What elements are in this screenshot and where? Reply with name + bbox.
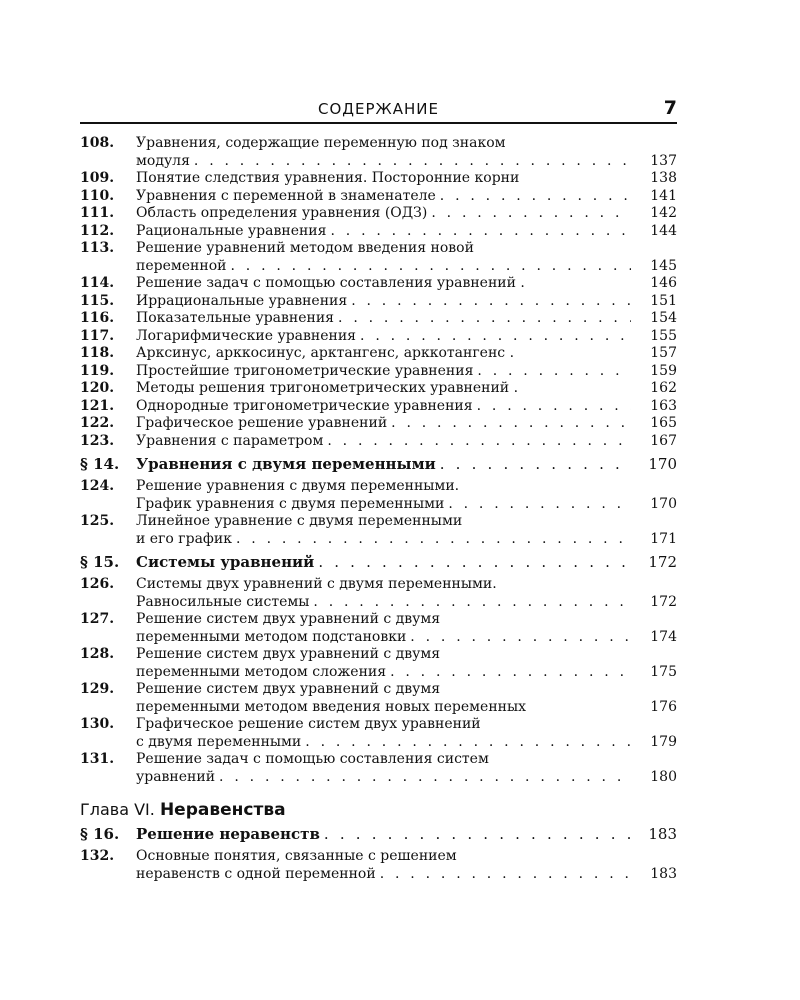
- entry-title-text: Уравнения с переменной в знаменателе: [136, 187, 436, 204]
- dot-leader: [518, 380, 631, 398]
- entry-number: 120.: [80, 380, 115, 396]
- entry-body: [136, 716, 631, 751]
- entry-title-text: Иррациональные уравнения: [136, 292, 348, 309]
- entry-page-number: 183: [650, 865, 677, 882]
- entry-body: [136, 576, 631, 611]
- dot-leader: [514, 345, 631, 363]
- entry-page-number: 179: [650, 733, 677, 750]
- toc-entry[interactable]: [80, 240, 677, 275]
- entry-body: [136, 240, 631, 275]
- entry-title-last-line: [136, 275, 631, 293]
- dot-leader: [387, 415, 631, 433]
- entry-title-line: Системы двух уравнений с двумя переменными.: [136, 576, 497, 592]
- entry-number: 119.: [80, 362, 115, 379]
- entry-body: [136, 681, 631, 716]
- entry-number: 126.: [80, 576, 115, 592]
- entry-page-number: 165: [650, 415, 677, 431]
- entry-body: [136, 848, 631, 883]
- entry-number: 110.: [80, 187, 115, 204]
- entry-page-number: 180: [650, 768, 677, 785]
- entry-title-last-line: [136, 310, 631, 328]
- chapter-label: Глава VI.: [80, 800, 155, 819]
- dot-leader: [323, 433, 631, 451]
- entry-title-last-line: [136, 153, 631, 171]
- entry-title-last-line: [136, 293, 631, 311]
- entry-number: 129.: [80, 681, 115, 697]
- entry-body: [136, 380, 631, 398]
- entry-number: 115.: [80, 292, 115, 309]
- toc-entry[interactable]: [80, 646, 677, 681]
- entry-title-text: модуля: [136, 152, 190, 169]
- entry-number: 127.: [80, 611, 115, 627]
- entry-title-last-line: [136, 363, 631, 381]
- entry-number: 131.: [80, 751, 115, 767]
- entry-page-number: 171: [650, 530, 677, 547]
- toc-entry[interactable]: [80, 293, 677, 311]
- toc-entry[interactable]: [80, 576, 677, 611]
- entry-title-text: Решение задач с помощью составления уравнений .: [136, 275, 525, 291]
- entry-number: 128.: [80, 646, 115, 662]
- entry-title-text: переменными методом сложения: [136, 663, 387, 680]
- entry-page-number: 159: [650, 362, 677, 379]
- entry-title-last-line: [136, 258, 631, 276]
- entry-number: 122.: [80, 415, 115, 431]
- dot-leader: [386, 664, 631, 682]
- toc-entry[interactable]: [80, 398, 677, 416]
- entry-page-number: 157: [650, 345, 677, 361]
- entry-page-number: 170: [648, 455, 677, 473]
- entry-title-text: Графическое решение уравнений: [136, 415, 388, 431]
- toc-entry[interactable]: [80, 205, 677, 223]
- entry-title-line: Графическое решение систем двух уравнений: [136, 716, 481, 732]
- entry-number: 116.: [80, 310, 115, 326]
- entry-number: 121.: [80, 397, 115, 414]
- entry-body: [136, 478, 631, 513]
- entry-page-number: 141: [650, 187, 677, 204]
- chapter-heading: [80, 800, 677, 820]
- entry-title-text: переменными методом введения новых переменных: [136, 698, 527, 715]
- dot-leader: [314, 553, 631, 571]
- dot-leader: [473, 398, 631, 416]
- toc-entry[interactable]: [80, 433, 677, 451]
- entry-title-last-line: [136, 415, 631, 433]
- entry-title-last-line: [136, 380, 631, 398]
- dot-leader: [427, 205, 631, 223]
- entry-body: [136, 646, 631, 681]
- header-title: СОДЕРЖАНИЕ: [318, 100, 439, 118]
- entry-title-text: переменной: [136, 257, 227, 274]
- entry-number: 125.: [80, 513, 115, 529]
- entry-title-text: Уравнения с двумя переменными: [136, 455, 436, 473]
- entry-body: [136, 433, 631, 451]
- entry-title-last-line: [136, 531, 631, 549]
- entry-page-number: 172: [650, 593, 677, 610]
- entry-number: 109.: [80, 170, 115, 186]
- entry-title-last-line: [136, 664, 631, 682]
- entry-body: [136, 170, 631, 188]
- toc-entry[interactable]: [80, 363, 677, 381]
- entry-title-text: Область определения уравнения (ОДЗ): [136, 205, 428, 221]
- entry-page-number: 174: [650, 628, 677, 645]
- entry-number: 132.: [80, 848, 115, 864]
- entry-title-text: переменными методом подстановки: [136, 628, 407, 645]
- entry-number: 117.: [80, 327, 115, 344]
- entry-title-text: Показательные уравнения: [136, 310, 335, 326]
- entry-title-last-line: [136, 699, 631, 717]
- entry-title-last-line: [136, 866, 631, 884]
- entry-body: [136, 751, 631, 786]
- entry-title-text: Однородные тригонометрические уравнения: [136, 397, 473, 414]
- entry-title-text: Методы решения тригонометрических уравнений .: [136, 380, 519, 396]
- entry-page-number: 146: [650, 275, 677, 291]
- entry-title-text: Уравнения с параметром: [136, 432, 324, 449]
- entry-title-last-line: [136, 629, 631, 647]
- dot-leader: [436, 455, 631, 473]
- entry-page-number: 145: [650, 257, 677, 274]
- entry-body: [136, 188, 631, 206]
- entry-page-number: 183: [648, 825, 677, 843]
- dot-leader: [190, 153, 631, 171]
- entry-title-text: с двумя переменными: [136, 733, 302, 750]
- entry-page-number: 137: [650, 152, 677, 169]
- entry-body: [136, 223, 631, 241]
- entry-page-number: 162: [650, 380, 677, 396]
- entry-body: [136, 275, 631, 293]
- entry-page-number: 172: [648, 553, 677, 571]
- entry-title-last-line: [136, 433, 631, 451]
- entry-number: 130.: [80, 716, 115, 732]
- entry-title-last-line: [136, 170, 631, 188]
- dot-leader: [215, 769, 631, 787]
- entry-title-text: Простейшие тригонометрические уравнения: [136, 362, 474, 379]
- entry-title-last-line: [136, 328, 631, 346]
- toc-entry[interactable]: [80, 513, 677, 548]
- entry-title-text: Арксинус, арккосинус, арктангенс, арккотангенс .: [136, 345, 515, 361]
- entry-page-number: 175: [650, 663, 677, 680]
- toc-entry[interactable]: [80, 328, 677, 346]
- entry-number: 112.: [80, 222, 115, 239]
- dot-leader: [376, 866, 631, 884]
- dot-leader: [334, 310, 631, 328]
- dot-leader: [301, 734, 631, 752]
- entry-title-line: Решение систем двух уравнений с двумя: [136, 681, 441, 697]
- toc-entry[interactable]: [80, 345, 677, 363]
- dot-leader: [320, 825, 631, 843]
- dot-leader: [232, 531, 631, 549]
- chapter-title: Неравенства: [159, 800, 286, 820]
- entry-page-number: 167: [650, 432, 677, 449]
- toc-entry[interactable]: [80, 681, 677, 716]
- entry-body: [136, 553, 631, 571]
- entry-title-text: График уравнения с двумя переменными: [136, 495, 445, 512]
- entry-title-line: Уравнения, содержащие переменную под знаком: [136, 135, 506, 151]
- entry-number: 111.: [80, 205, 115, 221]
- entry-body: [136, 293, 631, 311]
- entry-body: [136, 455, 631, 473]
- dot-leader: [526, 699, 631, 717]
- dot-leader: [356, 328, 631, 346]
- entry-title-last-line: [136, 188, 631, 206]
- entry-body: [136, 345, 631, 363]
- entry-page-number: 151: [650, 292, 677, 309]
- entry-title-text: и его график: [136, 530, 232, 547]
- entry-number: 113.: [80, 240, 115, 256]
- entry-number: 118.: [80, 345, 115, 361]
- dot-leader: [326, 223, 631, 241]
- toc-entry[interactable]: [80, 135, 677, 170]
- toc-entry[interactable]: [80, 478, 677, 513]
- entry-title-line: Основные понятия, связанные с решением: [136, 848, 457, 864]
- entry-page-number: 138: [650, 170, 677, 186]
- toc-entry[interactable]: [80, 275, 677, 293]
- toc-entry[interactable]: [80, 223, 677, 241]
- entry-body: [136, 825, 631, 843]
- dot-leader: [525, 275, 631, 293]
- entry-title-text: Рациональные уравнения: [136, 222, 327, 239]
- page-number: 7: [663, 97, 677, 119]
- entry-number: 124.: [80, 478, 115, 494]
- toc-section[interactable]: [80, 553, 677, 571]
- entry-body: [136, 363, 631, 381]
- entry-body: [136, 205, 631, 223]
- entry-body: [136, 513, 631, 548]
- entry-title-line: Линейное уравнение с двумя переменными: [136, 513, 463, 529]
- section-number: § 15.: [80, 553, 120, 571]
- entry-page-number: 176: [650, 698, 677, 715]
- entry-title-last-line: [136, 769, 631, 787]
- entry-title-line: Решение систем двух уравнений с двумя: [136, 646, 441, 662]
- entry-body: [136, 611, 631, 646]
- entry-title-last-line: [136, 398, 631, 416]
- entry-page-number: 170: [650, 495, 677, 512]
- dot-leader: [406, 629, 631, 647]
- dot-leader: [309, 594, 631, 612]
- dot-leader: [519, 170, 631, 188]
- entry-title-last-line: [136, 496, 631, 514]
- dot-leader: [444, 496, 631, 514]
- dot-leader: [436, 188, 631, 206]
- section-number: § 14.: [80, 455, 120, 473]
- entry-body: [136, 398, 631, 416]
- dot-leader: [473, 363, 631, 381]
- entry-page-number: 155: [650, 327, 677, 344]
- toc-entry[interactable]: [80, 310, 677, 328]
- toc-entry[interactable]: [80, 611, 677, 646]
- dot-leader: [226, 258, 631, 276]
- dot-leader: [347, 293, 631, 311]
- entry-body: [136, 135, 631, 170]
- toc-entry[interactable]: [80, 188, 677, 206]
- toc-section[interactable]: [80, 455, 677, 473]
- entry-page-number: 144: [650, 222, 677, 239]
- entry-title-text: Равносильные системы: [136, 593, 310, 610]
- section-number: § 16.: [80, 825, 120, 843]
- entry-body: [136, 415, 631, 433]
- entry-body: [136, 310, 631, 328]
- entry-title-text: Понятие следствия уравнения. Посторонние корни: [136, 170, 520, 186]
- toc-section[interactable]: [80, 825, 677, 843]
- entry-title-last-line: [136, 734, 631, 752]
- entry-title-line: Решение уравнения с двумя переменными.: [136, 478, 460, 494]
- entry-title-line: Решение уравнений методом введения новой: [136, 240, 474, 256]
- running-header: [80, 97, 677, 124]
- entry-page-number: 142: [650, 205, 677, 221]
- toc-entry[interactable]: [80, 751, 677, 786]
- entry-title-text: Решение неравенств: [136, 825, 320, 843]
- entry-body: [136, 328, 631, 346]
- entry-number: 108.: [80, 135, 115, 151]
- entry-page-number: 154: [650, 310, 677, 326]
- toc-entry[interactable]: [80, 170, 677, 188]
- table-of-contents: [80, 135, 677, 883]
- toc-entry[interactable]: [80, 716, 677, 751]
- entry-title-last-line: [136, 455, 631, 473]
- entry-title-last-line: [136, 223, 631, 241]
- entry-title-text: уравнений: [136, 768, 216, 785]
- toc-entry[interactable]: [80, 380, 677, 398]
- entry-number: 123.: [80, 432, 115, 449]
- entry-title-last-line: [136, 825, 631, 843]
- entry-page-number: 163: [650, 397, 677, 414]
- entry-title-last-line: [136, 205, 631, 223]
- entry-title-text: Логарифмические уравнения: [136, 327, 357, 344]
- toc-entry[interactable]: [80, 848, 677, 883]
- contents-page: [80, 97, 677, 883]
- entry-title-last-line: [136, 594, 631, 612]
- entry-title-text: неравенств с одной переменной: [136, 865, 376, 882]
- toc-entry[interactable]: [80, 415, 677, 433]
- entry-title-line: Решение задач с помощью составления систем: [136, 751, 489, 767]
- entry-title-last-line: [136, 553, 631, 571]
- entry-title-last-line: [136, 345, 631, 363]
- entry-number: 114.: [80, 275, 115, 291]
- entry-title-line: Решение систем двух уравнений с двумя: [136, 611, 441, 627]
- entry-title-text: Системы уравнений: [136, 553, 315, 571]
